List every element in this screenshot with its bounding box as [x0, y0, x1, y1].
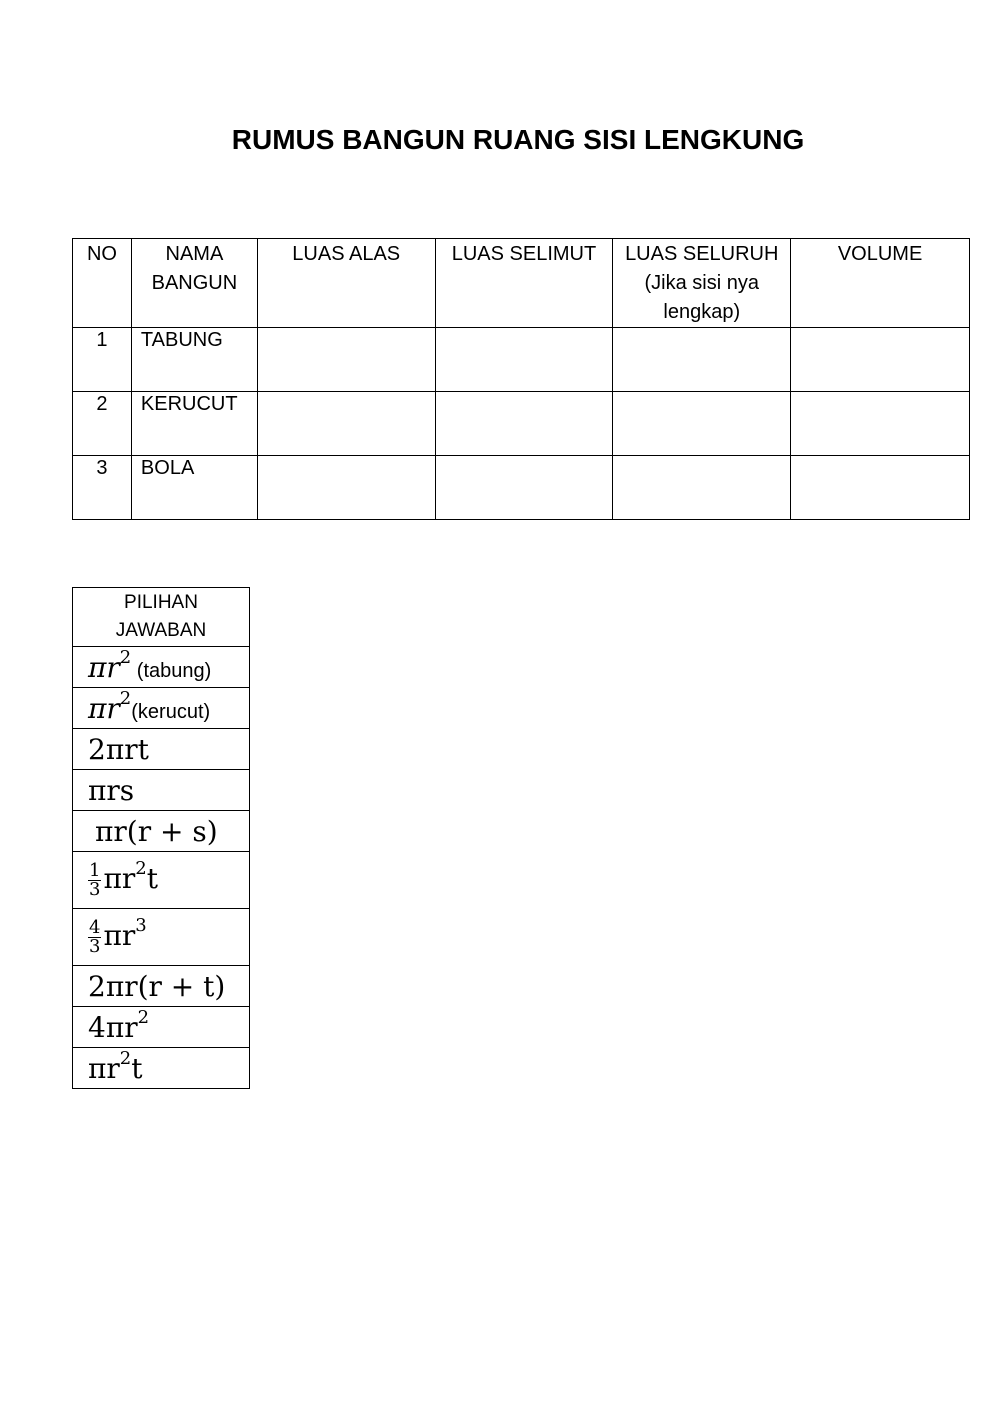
- formula-main: πr: [103, 861, 136, 895]
- formula-main: πr: [88, 691, 120, 725]
- table-header-row: [73, 239, 970, 328]
- answer-cell-volume[interactable]: [791, 456, 970, 520]
- fraction-denominator: 3: [89, 935, 101, 957]
- header-luas-alas: LUAS ALAS: [257, 239, 435, 328]
- header-volume: VOLUME: [791, 239, 970, 328]
- answer-cell-luas-selimut[interactable]: [435, 392, 613, 456]
- answer-cell-luas-alas[interactable]: [257, 392, 435, 456]
- header-nama-bangun: [131, 239, 257, 328]
- table-row: [73, 392, 970, 456]
- header-luas-seluruh-line2: (Jika sisi nya: [644, 272, 759, 294]
- fraction-numerator: 4: [89, 916, 101, 938]
- formula-main: πrs: [88, 773, 135, 807]
- table-row: [73, 456, 970, 520]
- formula-exponent: 2: [119, 1047, 132, 1069]
- answer-choice[interactable]: [73, 688, 250, 729]
- answer-choice[interactable]: [73, 852, 250, 909]
- answer-choice[interactable]: [73, 647, 250, 688]
- formula-main: 4πr: [88, 1010, 138, 1044]
- answer-choice[interactable]: [73, 966, 250, 1007]
- formula-fraction: [88, 916, 101, 957]
- answer-choice[interactable]: [73, 909, 250, 966]
- answer-choice[interactable]: [73, 1007, 250, 1048]
- answer-choice[interactable]: [73, 811, 250, 852]
- table-row: [73, 328, 970, 392]
- row-no: 1: [73, 328, 132, 392]
- formula-main: πr: [88, 650, 120, 684]
- formula-exponent: 3: [135, 914, 147, 936]
- formula-exponent: 2: [135, 857, 147, 879]
- answer-cell-volume[interactable]: [791, 328, 970, 392]
- answer-cell-luas-seluruh[interactable]: [613, 456, 791, 520]
- answer-cell-luas-selimut[interactable]: [435, 328, 613, 392]
- header-luas-seluruh-line1: LUAS SELURUH: [625, 243, 779, 265]
- fraction-numerator: 1: [89, 859, 101, 881]
- header-nama-line1: NAMA: [165, 243, 224, 265]
- answer-header-line2: JAWABAN: [115, 620, 207, 641]
- page-title: RUMUS BANGUN RUANG SISI LENGKUNG: [231, 124, 805, 155]
- answer-header: [73, 588, 250, 647]
- formula-table: [72, 238, 970, 520]
- row-nama: BOLA: [131, 456, 257, 520]
- answer-cell-luas-alas[interactable]: [257, 456, 435, 520]
- answer-choice[interactable]: [73, 729, 250, 770]
- row-nama: KERUCUT: [131, 392, 257, 456]
- row-no: 2: [73, 392, 132, 456]
- formula-exponent: 2: [119, 687, 132, 709]
- formula-exponent: 2: [119, 646, 132, 668]
- header-nama-line2: BANGUN: [151, 272, 238, 294]
- formula-main: πr(r + s): [95, 814, 218, 848]
- answer-cell-luas-seluruh[interactable]: [613, 392, 791, 456]
- header-no: NO: [73, 239, 132, 328]
- formula-main: 2πrt: [88, 732, 149, 766]
- formula-note: (tabung): [131, 659, 212, 682]
- row-no: 3: [73, 456, 132, 520]
- formula-exponent: 2: [137, 1006, 150, 1028]
- header-luas-seluruh-line3: lengkap): [663, 301, 741, 323]
- answer-header-row: [73, 588, 250, 647]
- formula-note: (kerucut): [131, 700, 211, 723]
- answer-cell-luas-alas[interactable]: [257, 328, 435, 392]
- formula-main: 2πr(r + t): [88, 969, 226, 1003]
- formula-fraction: [88, 859, 101, 900]
- answer-choice[interactable]: [73, 770, 250, 811]
- answer-choices-table: [72, 587, 250, 1089]
- formula-tail: t: [131, 1051, 143, 1085]
- header-luas-selimut: LUAS SELIMUT: [435, 239, 613, 328]
- formula-main: πr: [88, 1051, 120, 1085]
- row-nama: TABUNG: [131, 328, 257, 392]
- answer-header-line1: PILIHAN: [124, 592, 198, 613]
- formula-tail: t: [146, 861, 158, 895]
- answer-cell-luas-selimut[interactable]: [435, 456, 613, 520]
- header-luas-seluruh: [613, 239, 791, 328]
- fraction-denominator: 3: [89, 878, 101, 900]
- formula-main: πr: [103, 918, 136, 952]
- answer-cell-volume[interactable]: [791, 392, 970, 456]
- answer-choice[interactable]: [73, 1048, 250, 1089]
- answer-cell-luas-seluruh[interactable]: [613, 328, 791, 392]
